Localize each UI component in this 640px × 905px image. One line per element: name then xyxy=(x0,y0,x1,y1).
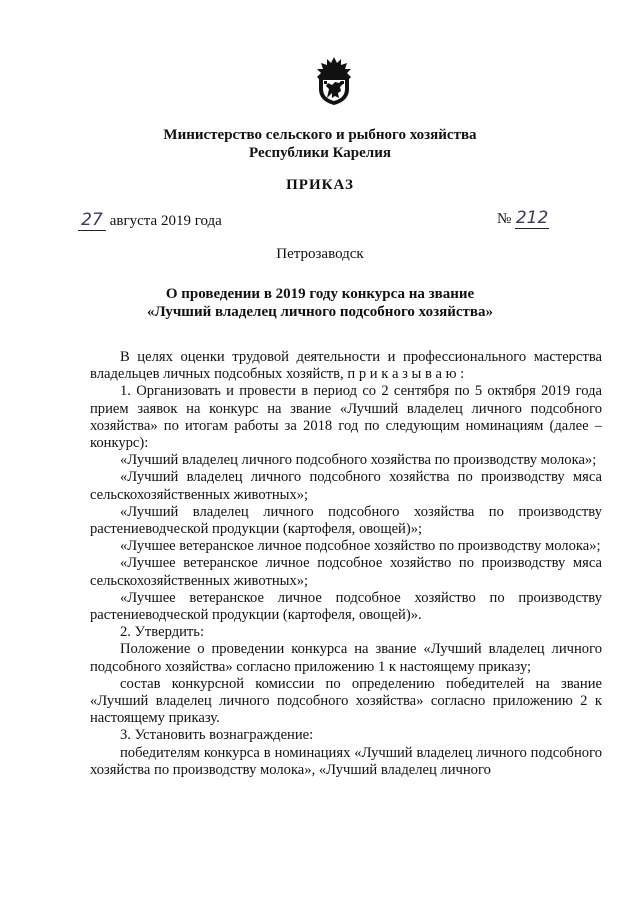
order-body xyxy=(90,349,602,779)
document-type: ПРИКАЗ xyxy=(286,177,354,193)
paragraph: 2. Утвердить: xyxy=(120,624,205,641)
order-number xyxy=(497,208,549,229)
paragraph: «Лучший владелец личного подсобного хозяйства по производству молока»; xyxy=(120,452,597,469)
paragraph: «Лучшее ветеранское личное подсобное хозяйство по производству молока»; xyxy=(120,538,601,555)
paragraph: Положение о проведении конкурса на звание «Лучший владелец личного подсобного хозяйства» согласно приложению 1 к настоящему приказу; xyxy=(90,641,602,675)
paragraph: «Лучшее ветеранское личное подсобное хозяйство по производству мяса сельскохозяйственных животных»; xyxy=(90,555,602,589)
paragraph: В целях оценки трудовой деятельности и профессионального мастерства владельцев личных подсобных хозяйств, п р и к а з ы в а ю : xyxy=(90,349,602,383)
paragraph: «Лучшее ветеранское личное подсобное хозяйство по производству растениеводческой продукции (картофеля, овощей)». xyxy=(90,589,602,624)
handwritten-day: 27 xyxy=(78,210,106,231)
subject-line-1: О проведении в 2019 году конкурса на звание xyxy=(165,286,475,302)
number-prefix: № xyxy=(497,211,512,227)
paragraph: «Лучший владелец личного подсобного хозяйства по производству растениеводческой продукции (картофеля, овощей)»; xyxy=(90,503,602,538)
ministry-name: Министерство сельского и рыбного хозяйства xyxy=(163,127,477,143)
paragraph: «Лучший владелец личного подсобного хозяйства по производству мяса сельскохозяйственных животных»; xyxy=(90,469,602,503)
paragraph: победителям конкурса в номинациях «Лучший владелец личного подсобного хозяйства по производству молока», «Лучший владелец личного xyxy=(90,744,602,778)
paragraph: 1. Организовать и провести в период со 2 сентября по 5 октября 2019 года прием заявок на конкурс на звание «Лучший владелец личного подсобного хозяйства» по итогам работы за 2018 год по следующим номинациям (далее – конкурс): xyxy=(90,383,602,452)
city: Петрозаводск xyxy=(276,246,364,262)
paragraph: состав конкурсной комиссии по определению победителей на звание «Лучший владелец личного подсобного хозяйства» согласно приложению 2 к настоящему приказу. xyxy=(90,675,602,727)
handwritten-number: 212 xyxy=(515,208,549,228)
republic-name: Республики Карелия xyxy=(249,145,391,161)
paragraph: 3. Установить вознаграждение: xyxy=(120,727,314,744)
subject-line-2: «Лучший владелец личного подсобного хозяйства» xyxy=(147,304,493,320)
order-date xyxy=(78,210,222,231)
karelia-coat-of-arms-icon xyxy=(313,55,355,107)
date-rest: августа 2019 года xyxy=(109,213,222,229)
